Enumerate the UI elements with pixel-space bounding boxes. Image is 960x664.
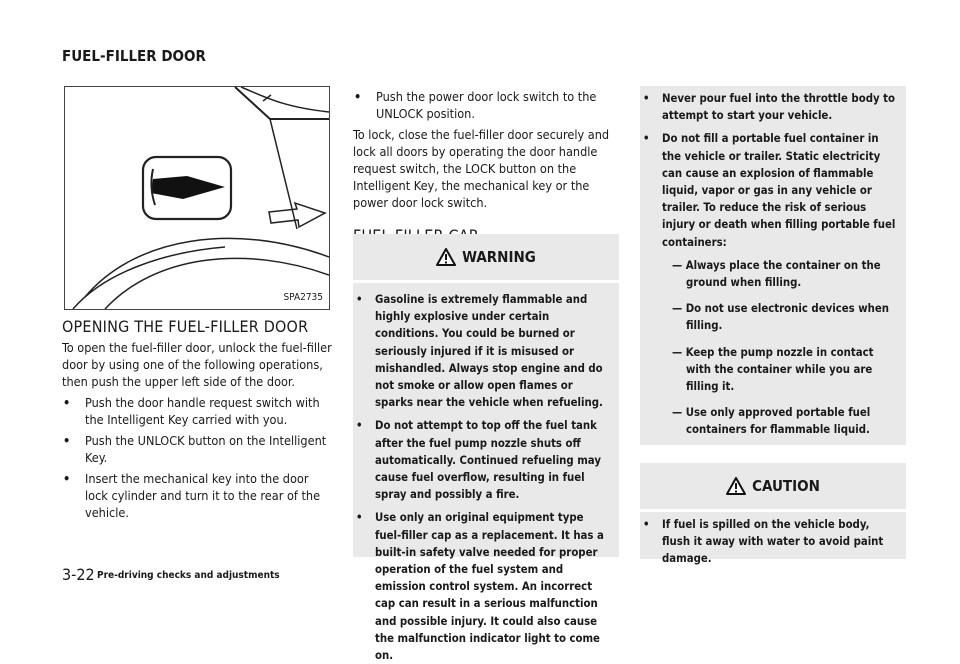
- warning-box: [353, 234, 619, 663]
- list-item: — Always place the container on the ground when filling.: [672, 258, 881, 290]
- section-title: FUEL-FILLER DOOR: [62, 47, 206, 65]
- list-item: — Keep the pump nozzle in contact with the container while you are filling it.: [672, 345, 874, 394]
- chapter-title: Pre-driving checks and adjustments: [97, 570, 280, 581]
- opening-intro: To open the fuel-filler door, unlock the fuel-filler door by using one of the following operations, then push the upper left side of the door.: [62, 340, 332, 389]
- warning-header: [353, 234, 619, 283]
- opening-section: [62, 318, 334, 525]
- caution-box: [640, 463, 906, 566]
- caution-icon: [726, 477, 746, 495]
- warning-icon: [436, 248, 456, 266]
- list-item: • Do not attempt to top off the fuel tank after the fuel pump nozzle shuts off automatically. Continued refueling may cause fuel overflow, resulting in fuel spray and possibly a fire.: [355, 417, 609, 503]
- warning-list-part1: [355, 291, 609, 664]
- list-item: • Do not fill a portable fuel container in the vehicle or trailer. Static electricity can cause an explosion of flammable liquid, vapor or gas in any vehicle or trailer. To reduce the risk of serious injury or death when filling portable fuel containers:: [642, 130, 896, 250]
- to-lock-paragraph: To lock, close the fuel-filler door securely and lock all doors by operating the door handle request switch, the LOCK button on the Intelligent Key, the mechanical key or the power door lock switch.: [353, 127, 610, 210]
- list-item: — Do not use electronic devices when filling.: [672, 302, 889, 333]
- warning-box-continued: [640, 86, 906, 445]
- list-item: • Push the door handle request switch with the Intelligent Key carried with you.: [62, 394, 334, 428]
- opening-heading: OPENING THE FUEL-FILLER DOOR: [62, 317, 309, 336]
- fuel-door-illustration: [64, 86, 330, 310]
- opening-bullets: [62, 394, 334, 521]
- warning-list-part2: [642, 90, 896, 251]
- fuel-door-drawing: [65, 87, 329, 309]
- list-item: • Insert the mechanical key into the door lock cylinder and turn it to the rear of the vehicle.: [62, 470, 334, 521]
- list-item: • Gasoline is extremely flammable and highly explosive under certain conditions. You could be burned or seriously injured if it is misused or mishandled. Always stop engine and do not smoke or allow open flames or sparks near the vehicle when refueling.: [355, 291, 609, 411]
- opening-bullets-continued: [353, 88, 619, 122]
- caution-list: [642, 516, 896, 568]
- list-item: • Push the power door lock switch to the UNLOCK position.: [353, 88, 619, 122]
- list-item: • Never pour fuel into the throttle body to attempt to start your vehicle.: [642, 90, 896, 124]
- list-item: • If fuel is spilled on the vehicle body, flush it away with water to avoid paint damage.: [642, 516, 896, 568]
- page-number: 3-22: [62, 565, 95, 584]
- figure-label: SPA2735: [283, 292, 323, 303]
- middle-column: [353, 88, 619, 244]
- list-item: — Use only approved portable fuel containers for flammable liquid.: [672, 406, 871, 437]
- caution-title: CAUTION: [752, 477, 820, 495]
- list-item: • Push the UNLOCK button on the Intelligent Key.: [62, 432, 334, 466]
- warning-title: WARNING: [462, 248, 536, 266]
- list-item: • Use only an original equipment type fuel-filler cap as a replacement. It has a built-in safety valve needed for proper operation of the fuel system and emission control system. An incorrect cap can result in a serious malfunction and possible injury. It could also cause the malfunction indicator light to come on.: [355, 509, 609, 664]
- warning-subitems: [662, 257, 896, 439]
- caution-header: [640, 463, 906, 512]
